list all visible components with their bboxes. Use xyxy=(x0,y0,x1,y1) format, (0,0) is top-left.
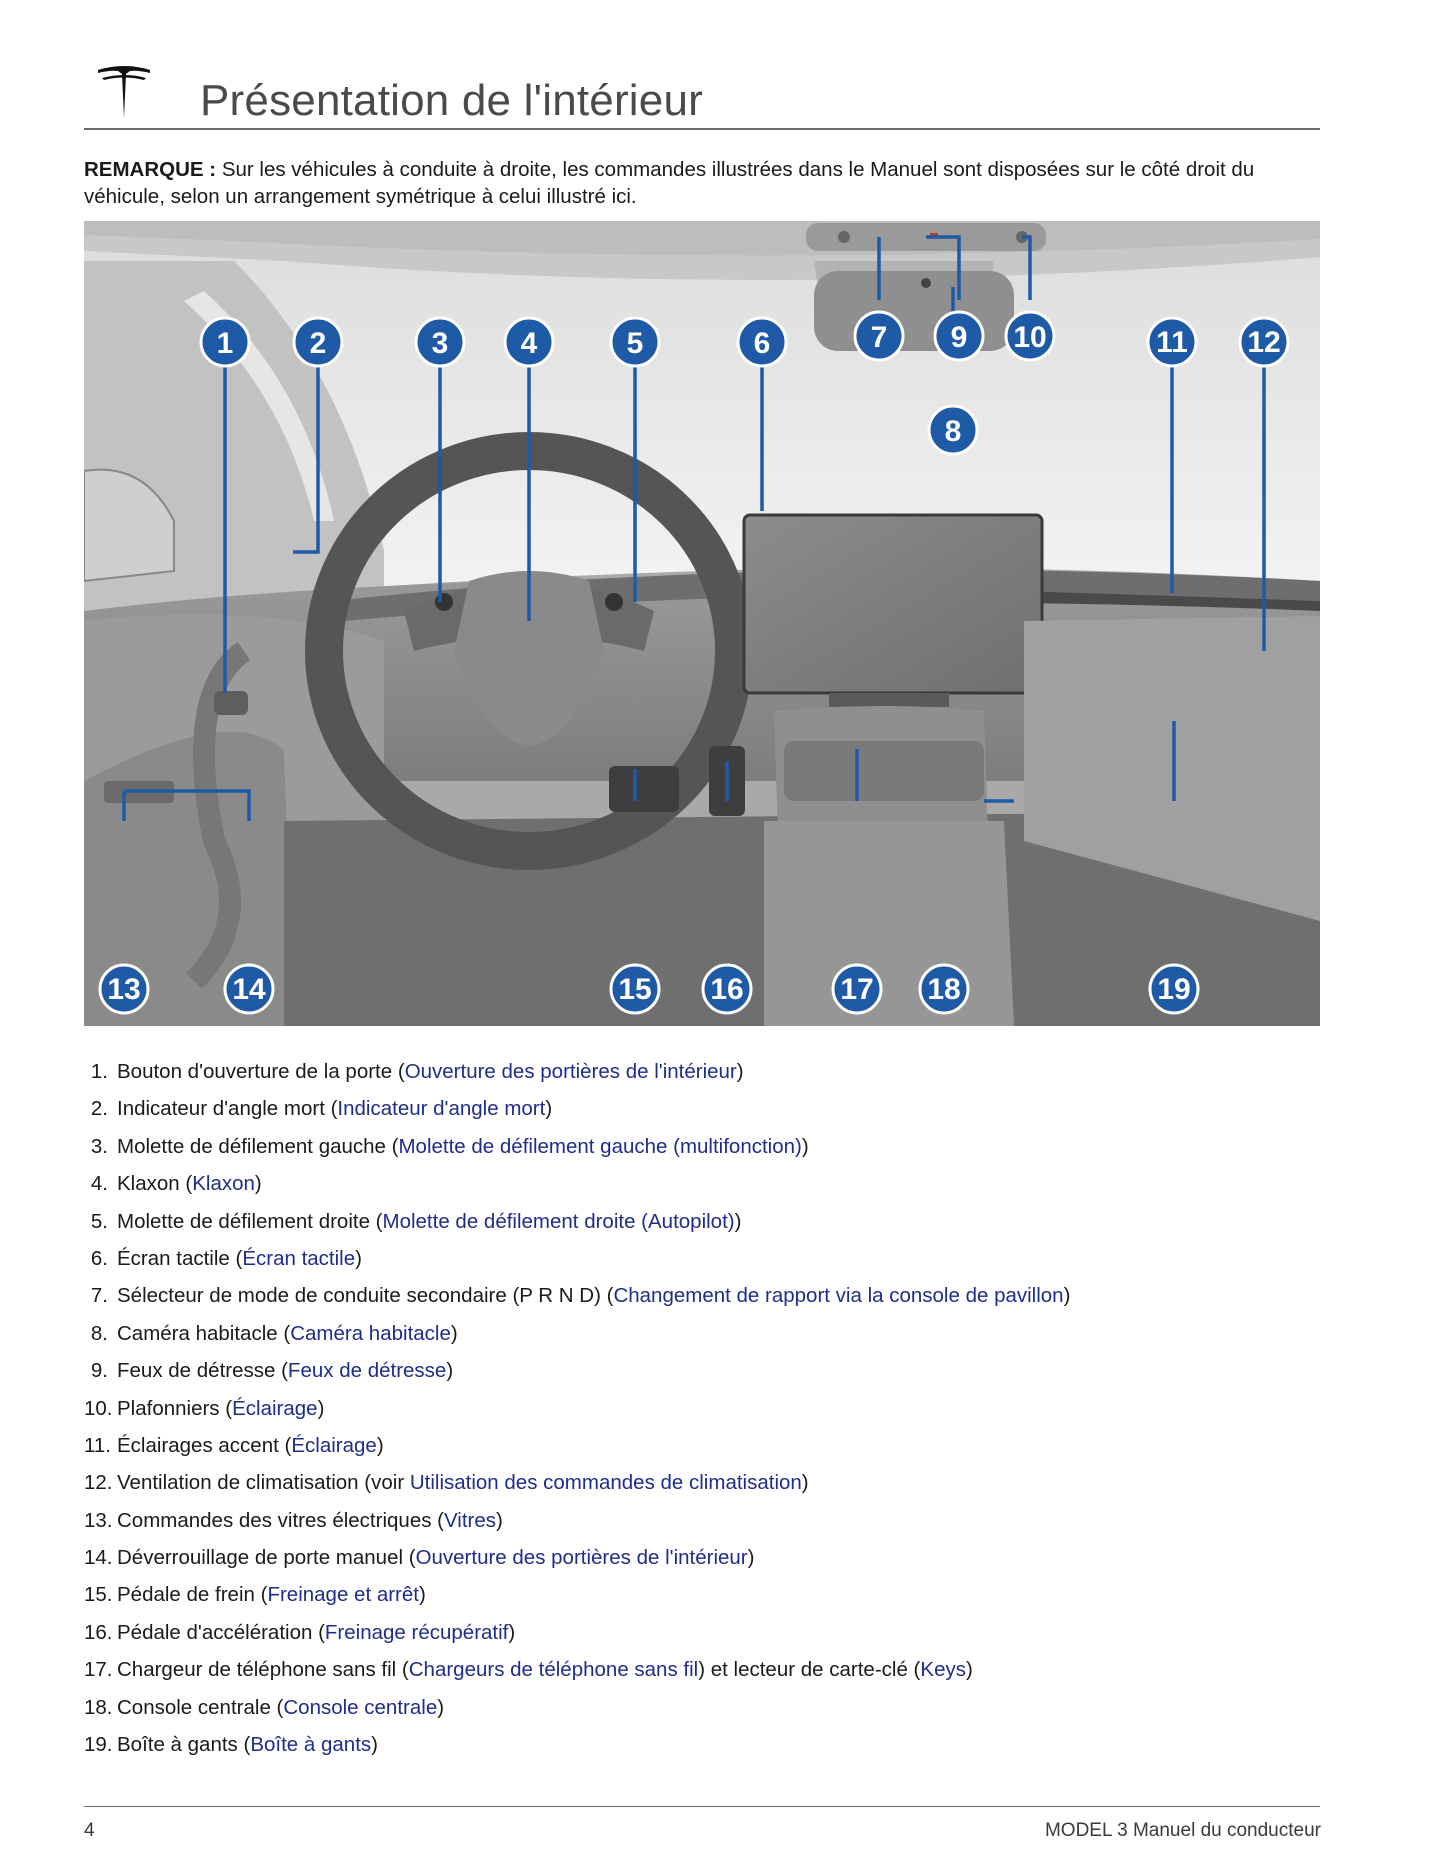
callout-7-label: 7 xyxy=(870,321,888,354)
list-item: 5. Molette de défilement droite (Molette de défilement droite (Autopilot)) xyxy=(90,1209,742,1233)
callout-18-label: 18 xyxy=(927,973,961,1006)
list-item: 19. Boîte à gants (Boîte à gants) xyxy=(84,1733,378,1757)
page-header xyxy=(84,58,1320,130)
callout-5-label: 5 xyxy=(626,327,644,360)
callout-19 xyxy=(1150,965,1198,1013)
list-item: 1. Bouton d'ouverture de la porte (Ouverture des portières de l'intérieur) xyxy=(90,1060,744,1083)
list-item: 12. Ventilation de climatisation (voir Utilisation des commandes de climatisation) xyxy=(84,1471,809,1495)
callout-18 xyxy=(920,965,968,1013)
cross-reference-link[interactable]: Boîte à gants xyxy=(250,1733,372,1757)
callout-9 xyxy=(935,312,983,360)
callout-12 xyxy=(1240,318,1288,366)
interior-drawing xyxy=(84,221,1320,1026)
list-item: 17. Chargeur de téléphone sans fil (Chargeurs de téléphone sans fil) et lecteur de carte-clé (Keys) xyxy=(84,1658,973,1682)
callout-4-label: 4 xyxy=(520,327,538,360)
callout-16 xyxy=(703,965,751,1013)
list-item: 7. Sélecteur de mode de conduite secondaire (P R N D) (Changement de rapport via la console de pavillon) xyxy=(90,1284,1071,1308)
callout-14-label: 14 xyxy=(232,973,266,1006)
header-divider xyxy=(84,128,1320,130)
note xyxy=(84,156,1320,210)
callout-14 xyxy=(225,965,273,1013)
list-item: 4. Klaxon (Klaxon) xyxy=(90,1172,262,1196)
page-title: Présentation de l'intérieur xyxy=(200,76,703,125)
callout-17 xyxy=(833,965,881,1013)
cross-reference-link[interactable]: Freinage récupératif xyxy=(324,1620,509,1644)
callout-6-label: 6 xyxy=(753,327,771,360)
note-text: Sur les véhicules à conduite à droite, les commandes illustrées dans le Manuel sont disposées sur le côté droit du véhicule, selon un arrangement symétrique à celui illustré ici. xyxy=(84,158,1255,208)
callout-2 xyxy=(294,318,342,366)
callout-17-label: 17 xyxy=(840,973,874,1006)
list-item: 15. Pédale de frein (Freinage et arrêt) xyxy=(84,1583,426,1607)
list-item: 13. Commandes des vitres électriques (Vitres) xyxy=(84,1508,503,1532)
callout-19-label: 19 xyxy=(1157,973,1191,1006)
list-item: 11. Éclairages accent (Éclairage) xyxy=(84,1433,384,1457)
cross-reference-link[interactable]: Utilisation des commandes de climatisation xyxy=(409,1471,802,1495)
legend-list xyxy=(84,1058,1320,1768)
callout-6 xyxy=(738,318,786,366)
cross-reference-link[interactable]: Feux de détresse xyxy=(287,1359,447,1383)
page-number: 4 xyxy=(84,1820,95,1841)
callout-4 xyxy=(505,318,553,366)
cross-reference-link[interactable]: Molette de défilement droite (Autopilot) xyxy=(382,1209,735,1233)
cross-reference-link[interactable]: Vitres xyxy=(444,1508,497,1532)
cross-reference-link[interactable]: Molette de défilement gauche (multifonction) xyxy=(398,1134,802,1158)
cross-reference-link[interactable]: Chargeurs de téléphone sans fil xyxy=(408,1658,699,1682)
callout-3 xyxy=(416,318,464,366)
list-item: 10. Plafonniers (Éclairage) xyxy=(84,1396,325,1420)
interior-illustration xyxy=(84,221,1320,1026)
cross-reference-link[interactable]: Éclairage xyxy=(232,1396,318,1420)
cross-reference-link[interactable]: Klaxon xyxy=(192,1172,255,1196)
callout-12-label: 12 xyxy=(1247,326,1281,359)
cross-reference-link[interactable]: Freinage et arrêt xyxy=(267,1583,419,1607)
cross-reference-link[interactable]: Changement de rapport via la console de pavillon xyxy=(613,1284,1064,1308)
list-item: 8. Caméra habitacle (Caméra habitacle) xyxy=(90,1321,458,1345)
callout-8 xyxy=(929,406,977,454)
tesla-logo-icon xyxy=(94,64,154,120)
cross-reference-link[interactable]: Caméra habitacle xyxy=(290,1321,451,1345)
callout-13-label: 13 xyxy=(107,973,141,1006)
callout-5 xyxy=(611,318,659,366)
list-item: 14. Déverrouillage de porte manuel (Ouverture des portières de l'intérieur) xyxy=(84,1546,755,1570)
callout-3-label: 3 xyxy=(431,327,449,360)
list-item: 3. Molette de défilement gauche (Molette de défilement gauche (multifonction)) xyxy=(90,1134,809,1158)
cross-reference-link[interactable]: Keys xyxy=(920,1658,966,1682)
callout-16-label: 16 xyxy=(710,973,744,1006)
callout-11 xyxy=(1148,318,1196,366)
list-item: 9. Feux de détresse (Feux de détresse) xyxy=(90,1359,454,1383)
list-item: 16. Pédale d'accélération (Freinage récupératif) xyxy=(84,1620,516,1644)
cross-reference-link[interactable]: Ouverture des portières de l'intérieur xyxy=(415,1546,748,1570)
callout-9-label: 9 xyxy=(950,321,968,354)
cross-reference-link[interactable]: Écran tactile xyxy=(242,1246,356,1270)
cross-reference-link[interactable]: Console centrale xyxy=(283,1695,438,1719)
callout-8-label: 8 xyxy=(944,415,962,448)
list-item: 18. Console centrale (Console centrale) xyxy=(84,1695,445,1719)
callout-15-label: 15 xyxy=(618,973,652,1006)
cross-reference-link[interactable]: Ouverture des portières de l'intérieur xyxy=(404,1060,737,1083)
callout-13 xyxy=(100,965,148,1013)
callout-10-label: 10 xyxy=(1013,321,1047,354)
callout-2-label: 2 xyxy=(309,327,327,360)
cross-reference-link[interactable]: Indicateur d'angle mort xyxy=(337,1097,546,1121)
callout-1-label: 1 xyxy=(216,327,234,360)
callout-1 xyxy=(201,318,249,366)
footer-title: MODEL 3 Manuel du conducteur xyxy=(1044,1820,1321,1841)
footer-divider xyxy=(84,1806,1320,1807)
cross-reference-link[interactable]: Éclairage xyxy=(291,1433,377,1457)
callout-11-label: 11 xyxy=(1156,326,1188,359)
callout-15 xyxy=(611,965,659,1013)
list-item: 2. Indicateur d'angle mort (Indicateur d'angle mort) xyxy=(90,1097,553,1121)
note-label: REMARQUE : xyxy=(84,158,217,181)
list-item: 6. Écran tactile (Écran tactile) xyxy=(90,1246,362,1270)
callout-10 xyxy=(1006,312,1054,360)
callout-7 xyxy=(855,312,903,360)
